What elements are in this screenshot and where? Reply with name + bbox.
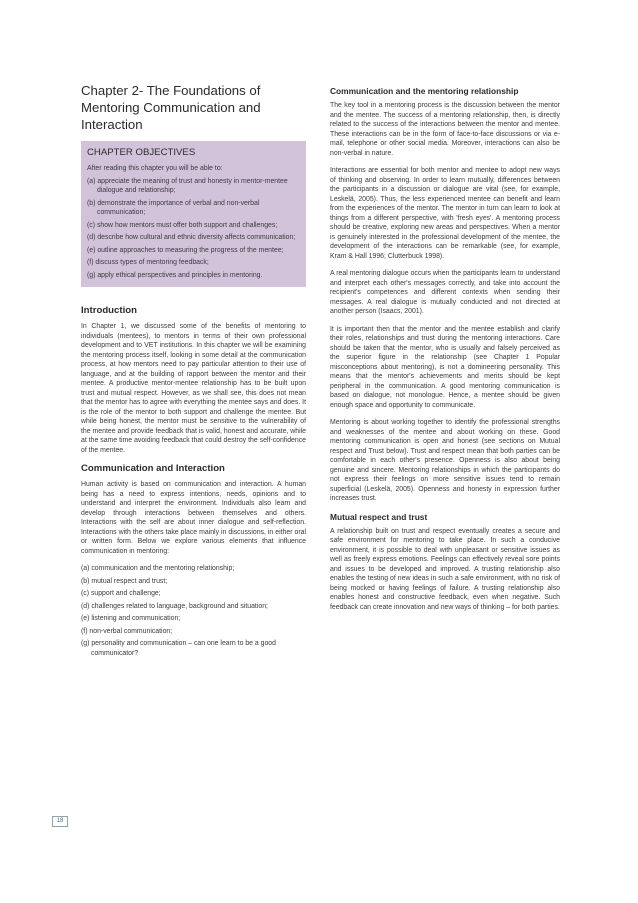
page-number: 18 bbox=[52, 816, 68, 827]
comm-interaction-heading: Communication and Interaction bbox=[81, 463, 225, 474]
influence-list-item: (d) challenges related to language, background and situation; bbox=[81, 602, 268, 610]
comm-mentoring-paragraph: Interactions are essential for both mentor and mentee to adopt new ways of thinking and observing. In order to learn mutually, differences between the participants in a discussion or dialogue are vital (see, for example, Leskelä, 2005). Thus, the less experienced mentee can benefit and learn from the experiences of the mentor. The mentor in turn can learn to look at things from a different perspective, with 'fresh eyes'. A mentoring process should be creative, exploring new areas and perspectives. When a mentor is genuinely interested in the professional development of the mentee, the development of the interactions can be remarkable (see, for example, Kram & Hall 1996; Clutterbuck 1998). bbox=[330, 167, 560, 260]
objective-item: (a) appreciate the meaning of trust and honesty in mentor-mentee dialogue and relationship; bbox=[87, 177, 288, 194]
right-column bbox=[330, 86, 560, 620]
mutual-respect-heading: Mutual respect and trust bbox=[330, 511, 428, 522]
objective-item: (b) demonstrate the importance of verbal and non-verbal communication; bbox=[87, 199, 260, 216]
objectives-list bbox=[87, 177, 300, 281]
objective-item: (f) discuss types of mentoring feedback; bbox=[87, 259, 209, 266]
influence-elements-list bbox=[81, 564, 306, 658]
objective-item: (c) show how mentors must offer both support and challenges; bbox=[87, 221, 278, 229]
objectives-heading: CHAPTER OBJECTIVES bbox=[87, 147, 196, 158]
mutual-respect-paragraph: A relationship built on trust and respect eventually creates a secure and safe environment for mentoring to take place. In such a conducive environment, it is possible to deal with unpleasant or sensitive issues as well as freely express emotions. Feelings can effectively reveal sore points and issues to be developed and improved. A trusting relationship also enables the testing of new ideas in such a safe environment, with no risk of being mocked or having feelings of failure. A trusting relationship also enables honest and constructive feedback, even when negative. Such feedback can create innovation and new ways of thinking – for both parties. bbox=[330, 527, 560, 611]
comm-interaction-paragraph: Human activity is based on communication and interaction. A human being has a need to express intentions, needs, opinions and to understand and interpret the environment. Individuals also learn and develop through interactions between themselves and others. Interactions with the self are about inner dialogue and self-reflection. Interactions with the others take place mainly in discussions, in either oral or written form. Below we explore various elements that influence communication in mentoring: bbox=[81, 481, 306, 555]
objective-item: (d) describe how cultural and ethnic diversity affects communication; bbox=[87, 234, 296, 241]
introduction-heading: Introduction bbox=[81, 305, 137, 316]
objective-item: (g) apply ethical perspectives and principles in mentoring. bbox=[87, 271, 263, 279]
chapter-objectives-box bbox=[81, 141, 306, 287]
influence-list-item: (e) listening and communication; bbox=[81, 615, 181, 622]
objective-item: (e) outline approaches to measuring the progress of the mentee; bbox=[87, 246, 284, 254]
influence-list-item: (g) personality and communication – can one learn to be a good communicator? bbox=[81, 640, 276, 657]
comm-mentoring-paragraph: A real mentoring dialogue occurs when the participants learn to understand and interpret each other's messages correctly, and take into account the recipient's competences and different contexts when sending their messages. A real dialogue is mutually conducted and not directed at another person (Isaacs, 2001). bbox=[330, 270, 560, 315]
influence-list-item: (a) communication and the mentoring relationship; bbox=[81, 565, 235, 572]
introduction-paragraph: In Chapter 1, we discussed some of the benefits of mentoring to individuals (mentees), to mentors in terms of their own professional development and to VET institutions. In this chapter we will be examining the mentoring process itself, looking in some detail at the communication process, at how mentors need to pay particular attention to their use of language, and at the building of rapport between the mentor and their mentee. A productive mentor-mentee relationship has to be built upon trust and mutual respect. However, as we shall see, this does not mean that the mentor has to agree with everything the mentee says and does. It is the role of the mentor to both support and challenge the mentee. But while being honest, the mentor must be sensitive to the vulnerability of the mentee and provide feedback that is valid, honest and accurate, while at the same time avoiding feedback that could destroy the self-confidence of the mentee. bbox=[81, 323, 306, 454]
comm-mentoring-heading: Communication and the mentoring relationship bbox=[330, 86, 519, 96]
comm-mentoring-paragraph: It is important then that the mentor and the mentee establish and clarify their roles, relationships and trust during the mentoring interactions. Care should be taken that the mentor, who is usually and falsely perceived as the superior figure in the relationship (see Chapter 1 Popular misconceptions about mentoring), is not a domineering personality. This means that the mentor's achievements and merits should be kept peripheral in the communication. A good mentoring communication is based on dialogue, not monologue. Hence, a mentee should be given enough space and opportunity to communicate. bbox=[330, 325, 560, 409]
chapter-title: Chapter 2- The Foundations of Mentoring Communication and Interaction bbox=[81, 83, 261, 132]
comm-mentoring-paragraph: The key tool in a mentoring process is the discussion between the mentor and the mentee. The success of a mentoring relationship, then, is directly related to the success of the interactions between the mentor and mentee. These interactions can be in the form of face-to-face discussions or via e-mail, telephone or other social media. Moreover, interactions can also be non-verbal in nature. bbox=[330, 102, 560, 157]
influence-list-item: (f) non-verbal communication; bbox=[81, 627, 173, 635]
comm-mentoring-paragraph: Mentoring is about working together to identify the professional strengths and weaknesses of the mentee and about working on these. Good mentoring communication is open and honest (see sections on Mutual respect and Trust below). Trust and respect mean that both parties can be comfortable in each other's presence. Openness is also about being genuine and sincere. Mentoring relationships in which the participants do not express their feelings on more sensitive issues tend to remain superficial (Leskelä, 2005). Openness and honesty in expression further increases trust. bbox=[330, 419, 560, 502]
influence-list-item: (c) support and challenge; bbox=[81, 590, 161, 597]
left-column bbox=[81, 82, 306, 661]
objectives-intro: After reading this chapter you will be able to: bbox=[87, 165, 223, 172]
influence-list-item: (b) mutual respect and trust; bbox=[81, 577, 168, 585]
